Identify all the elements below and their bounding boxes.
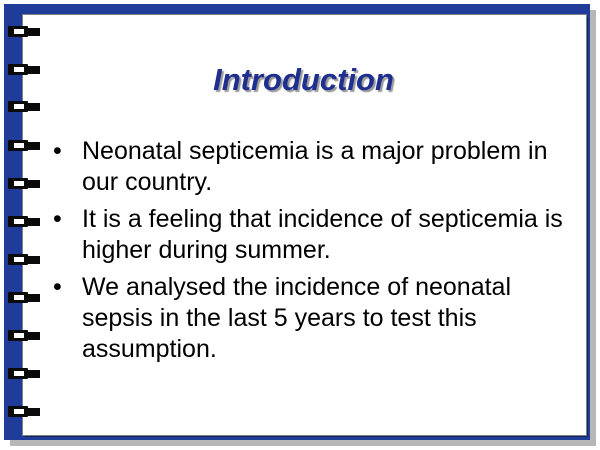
- bullet-text: We analysed the incidence of neonatal sepsis in the last 5 years to test this assumption.: [82, 273, 512, 363]
- binder-ring-icon: [8, 292, 36, 304]
- bullet-item: [50, 272, 570, 365]
- bullet-icon: •: [53, 273, 62, 301]
- bullet-text: It is a feeling that incidence of septicemia is higher during summer.: [82, 205, 563, 264]
- slide-title: Introduction: [213, 62, 394, 97]
- bullet-icon: •: [53, 137, 62, 165]
- bullet-list: [50, 136, 570, 371]
- bullet-icon: •: [53, 205, 62, 233]
- binder-ring-icon: [8, 101, 36, 113]
- binder-ring-icon: [8, 216, 36, 228]
- binder-ring-icon: [8, 178, 36, 190]
- binder-ring-icon: [8, 406, 36, 418]
- bullet-item: [50, 136, 570, 198]
- binder-ring-icon: [8, 26, 36, 38]
- binder-ring-icon: [8, 330, 36, 342]
- bullet-item: [50, 204, 570, 266]
- bullet-text: Neonatal septicemia is a major problem in our country.: [82, 137, 548, 196]
- binder-ring-icon: [8, 140, 36, 152]
- binder-ring-icon: [8, 254, 36, 266]
- binder-ring-icon: [8, 368, 36, 380]
